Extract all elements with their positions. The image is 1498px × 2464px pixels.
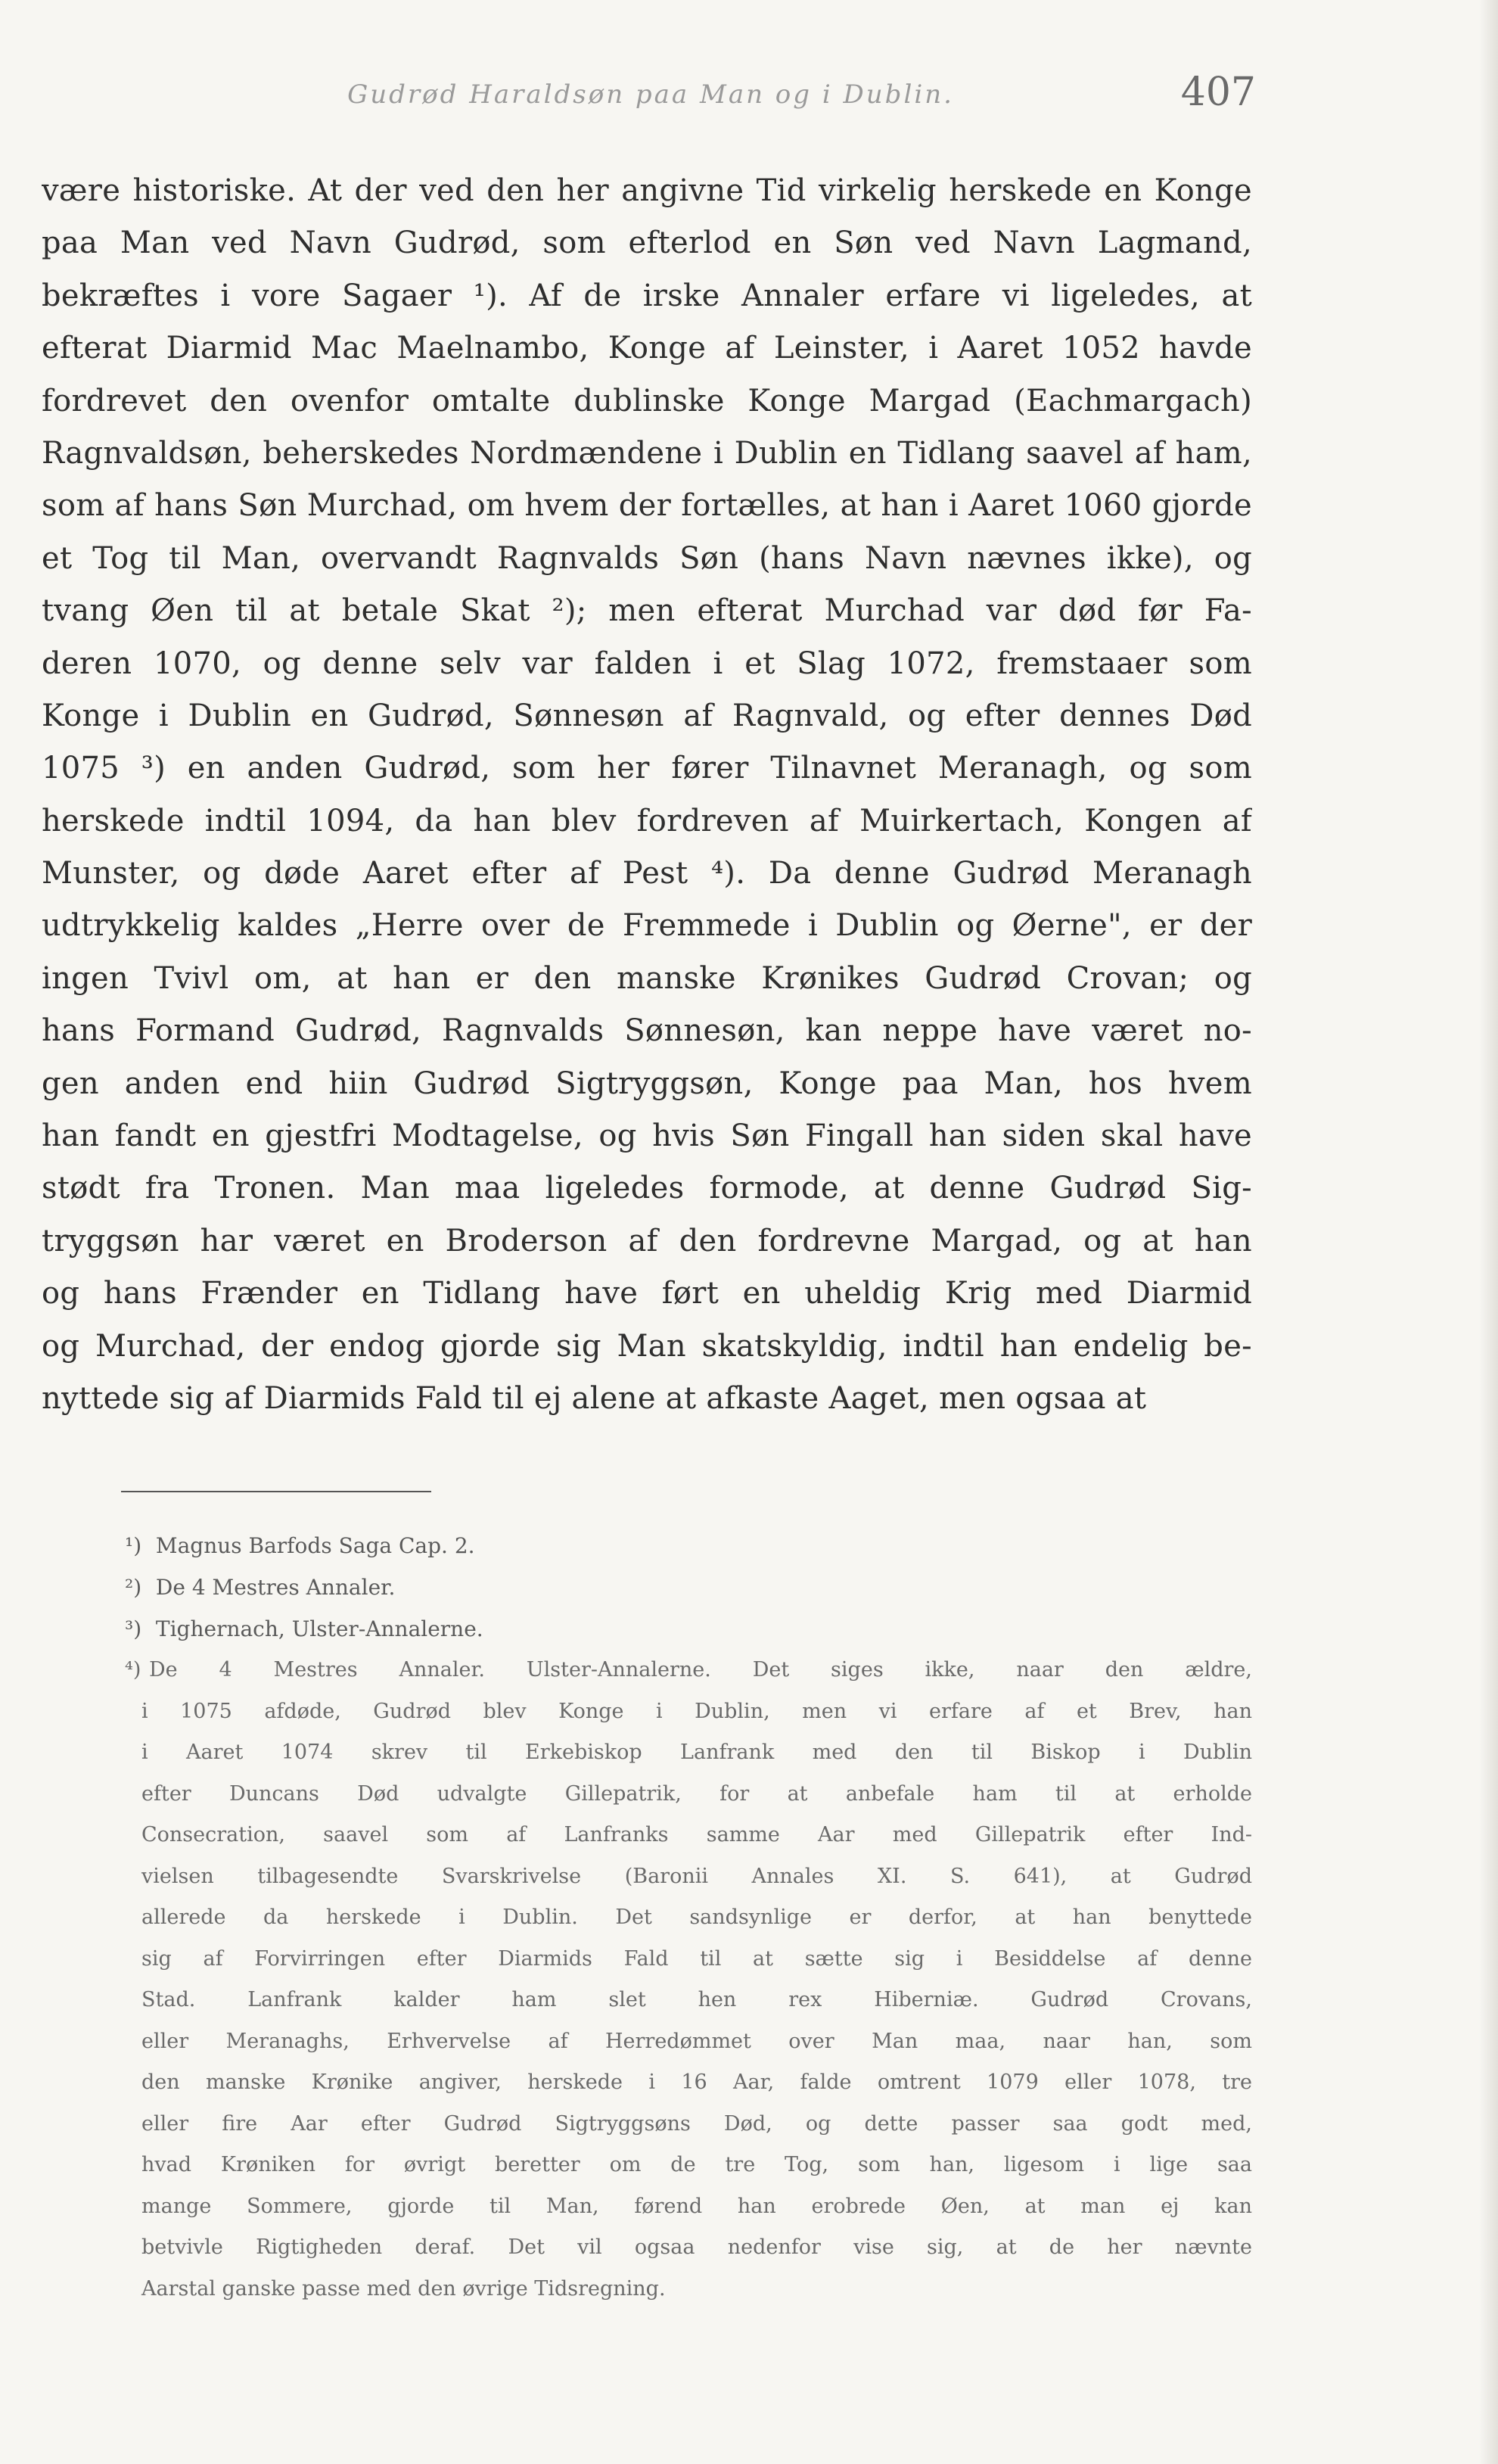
- text-line: stødt fra Tronen. Man maa ligeledes formode, at denne Gudrød Sig-: [42, 1171, 1252, 1206]
- text-line: nyttede sig af Diarmids Fald til ej alene at afkaste Aaget, men ogsaa at: [42, 1380, 1147, 1416]
- text-line: herskede indtil 1094, da han blev fordreven af Muirkertach, Kongen af: [42, 803, 1252, 838]
- text-line: fordrevet den ovenfor omtalte dublinske Konge Margad (Eachmargach): [42, 383, 1252, 418]
- footnote-1: [125, 1525, 1252, 1566]
- footnote-line: eller fire Aar efter Gudrød Sigtryggsøns Død, og dette passer saa godt med,: [141, 2111, 1252, 2136]
- text-line: bekræftes i vore Sagaer ¹). Af de irske Annaler erfare vi ligeledes, at: [42, 278, 1252, 313]
- footnote-number: ⁴): [125, 1658, 141, 1682]
- footnote-line: mange Sommere, gjorde til Man, førend han erobrede Øen, at man ej kan: [141, 2194, 1252, 2218]
- footnote-text: De 4 Mestres Annaler.: [155, 1575, 396, 1600]
- text-line: og hans Frænder en Tidlang have ført en uheldig Krig med Diarmid: [42, 1276, 1252, 1311]
- text-line: være historiske. At der ved den her angivne Tid virkelig herskede en Konge: [42, 173, 1252, 208]
- footnote-line: [125, 1650, 1252, 1691]
- text-line: udtrykkelig kaldes „Herre over de Fremmede i Dublin og Øerne", er der: [42, 908, 1252, 944]
- page-edge-shadow: [1479, 0, 1498, 2464]
- text-line: Munster, og døde Aaret efter af Pest ⁴). Da denne Gudrød Meranagh: [42, 856, 1252, 891]
- footnote-line: vielsen tilbagesendte Svarskrivelse (Baronii Annales XI. S. 641), at Gudrød: [141, 1864, 1252, 1888]
- footnotes: [125, 1525, 1252, 2310]
- running-head: Gudrød Haraldsøn paa Man og i Dublin.: [347, 79, 954, 110]
- footnote-text: De 4 Mestres Annaler. Ulster-Annalerne. Det siges ikke, naar den ældre,: [149, 1658, 1252, 1682]
- text-line: tryggsøn har været en Broderson af den fordrevne Margad, og at han: [42, 1223, 1252, 1258]
- footnote-number: ³): [125, 1616, 142, 1641]
- footnote-number: ¹): [125, 1533, 142, 1558]
- footnote-line: Stad. Lanfrank kalder ham slet hen rex Hiberniæ. Gudrød Crovans,: [141, 1988, 1252, 2011]
- page-number: 407: [1180, 70, 1256, 115]
- text-line: han fandt en gjestfri Modtagelse, og hvis Søn Fingall han siden skal have: [42, 1118, 1252, 1154]
- text-line: hans Formand Gudrød, Ragnvalds Sønnesøn, kan neppe have været no-: [42, 1013, 1252, 1049]
- footnote-line: hvad Krøniken for øvrigt beretter om de tre Tog, som han, ligesom i lige saa: [141, 2153, 1252, 2176]
- text-line: deren 1070, og denne selv var falden i et Slag 1072, fremstaaer som: [42, 646, 1252, 681]
- footnote-3: [125, 1608, 1252, 1650]
- text-line: paa Man ved Navn Gudrød, som efterlod en Søn ved Navn Lagmand,: [42, 226, 1252, 261]
- footnote-line: betvivle Rigtigheden deraf. Det vil ogsaa nedenfor vise sig, at de her nævnte: [141, 2235, 1252, 2259]
- footnote-text: Magnus Barfods Saga Cap. 2.: [155, 1533, 475, 1558]
- text-line: Ragnvaldsøn, beherskedes Nordmændene i Dublin en Tidlang saavel af ham,: [42, 435, 1252, 471]
- footnote-line: i 1075 afdøde, Gudrød blev Konge i Dublin, men vi erfare af et Brev, han: [141, 1699, 1252, 1723]
- text-line: Konge i Dublin en Gudrød, Sønnesøn af Ragnvald, og efter dennes Død: [42, 698, 1252, 733]
- text-line: et Tog til Man, overvandt Ragnvalds Søn (hans Navn nævnes ikke), og: [42, 540, 1252, 576]
- text-line: som af hans Søn Murchad, om hvem der fortælles, at han i Aaret 1060 gjorde: [42, 488, 1252, 524]
- text-line: 1075 ³) en anden Gudrød, som her fører Tilnavnet Meranagh, og som: [42, 751, 1252, 786]
- footnote-line: efter Duncans Død udvalgte Gillepatrik, for at anbefale ham til at erholde: [141, 1781, 1252, 1806]
- footnote-line: sig af Forvirringen efter Diarmids Fald til at sætte sig i Besiddelse af denne: [141, 1946, 1252, 1971]
- text-line: og Murchad, der endog gjorde sig Man skatskyldig, indtil han endelig be-: [42, 1328, 1252, 1364]
- text-line: ingen Tvivl om, at han er den manske Krønikes Gudrød Crovan; og: [42, 960, 1252, 996]
- footnote-text: Tighernach, Ulster-Annalerne.: [155, 1616, 483, 1641]
- footnote-2: [125, 1566, 1252, 1608]
- text-line: gen anden end hiin Gudrød Sigtryggsøn, Konge paa Man, hos hvem: [42, 1066, 1252, 1101]
- text-line: tvang Øen til at betale Skat ²); men efterat Murchad var død før Fa-: [42, 593, 1252, 629]
- main-text: [42, 165, 1252, 1425]
- footnote-number: ²): [125, 1575, 142, 1600]
- footnote-4: [125, 1650, 1252, 2310]
- footnote-line: den manske Krønike angiver, herskede i 16 Aar, falde omtrent 1079 eller 1078, tre: [141, 2070, 1252, 2094]
- footnote-line: i Aaret 1074 skrev til Erkebiskop Lanfrank med den til Biskop i Dublin: [141, 1741, 1252, 1764]
- footnote-line: eller Meranaghs, Erhvervelse af Herredømmet over Man maa, naar han, som: [141, 2029, 1252, 2053]
- footnote-line: Aarstal ganske passe med den øvrige Tidsregning.: [141, 2276, 666, 2301]
- footnote-divider: [121, 1491, 431, 1492]
- footnote-line: allerede da herskede i Dublin. Det sandsynlige er derfor, at han benyttede: [141, 1906, 1252, 1929]
- footnote-line: Consecration, saavel som af Lanfranks samme Aar med Gillepatrik efter Ind-: [141, 1823, 1252, 1846]
- text-line: efterat Diarmid Mac Maelnambo, Konge af Leinster, i Aaret 1052 havde: [42, 331, 1252, 366]
